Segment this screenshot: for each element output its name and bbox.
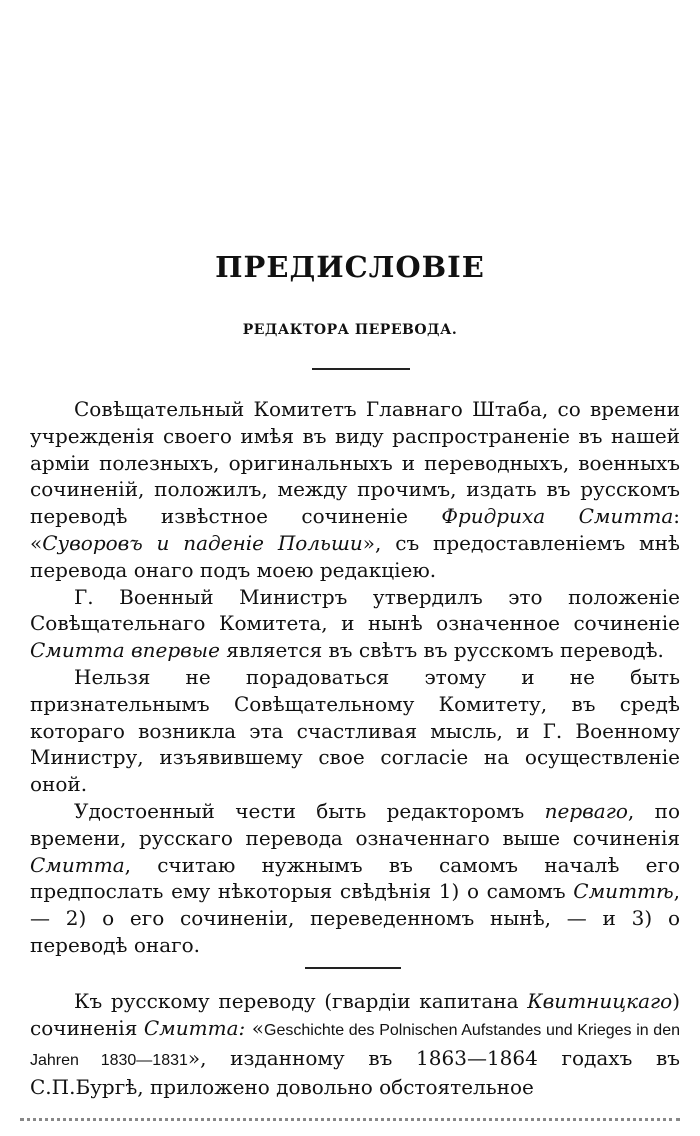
paragraph-2: Г. Военный Министръ утвердилъ это положеніе Совѣщательнаго Комитета, и нынѣ означенное сочиненіе Смитта впервые является въ свѣтъ въ русскомъ переводѣ.	[30, 584, 680, 663]
divider-top	[312, 368, 410, 370]
paragraph-5: Къ русскому переводу (гвардіи капитана Квитницкаго) сочиненія Смитта: «Geschichte des Polnischen Aufstandes und Krieges in den Jahren 1830—1831», изданному въ 1863—1864 годахъ въ С.П.Бургѣ, приложено довольно обстоятельное	[30, 989, 680, 1100]
page-title: ПРЕДИСЛОВІЕ	[215, 250, 485, 284]
page-bottom-edge	[20, 1118, 680, 1127]
paragraph-1: Совѣщательный Комитетъ Главнаго Штаба, со времени учрежденія своего имѣя въ виду распространеніе въ нашей арміи полезныхъ, оригинальныхъ и переводныхъ, военныхъ сочиненій, положилъ, между прочимъ, издать въ русскомъ переводѣ извѣстное сочиненіе Фридриха Смитта: «Суворовъ и паденіе Польши», съ предоставленіемъ мнѣ перевода онаго подъ моею редакціею.	[30, 397, 680, 582]
paragraph-3: Нельзя не порадоваться этому и не быть признательнымъ Совѣщательному Комитету, въ средѣ котораго возникла эта счастливая мысль, и Г. Военному Министру, изъявившему свое согласіе на осуществленіе оной.	[30, 664, 680, 797]
text-block-second	[30, 988, 680, 1101]
text-block-main	[30, 396, 680, 959]
divider-section	[305, 967, 401, 969]
page-subtitle: РЕДАКТОРА ПЕРЕВОДА.	[242, 322, 458, 338]
paragraph-4: Удостоенный чести быть редакторомъ перваго, по времени, русскаго перевода означеннаго выше сочиненія Смитта, считаю нужнымъ въ самомъ началѣ его предпослать ему нѣкоторыя свѣдѣнія 1) о самомъ Смиттѣ, — 2) о его сочиненіи, переведенномъ нынѣ, — и 3) о переводѣ онаго.	[30, 798, 681, 957]
